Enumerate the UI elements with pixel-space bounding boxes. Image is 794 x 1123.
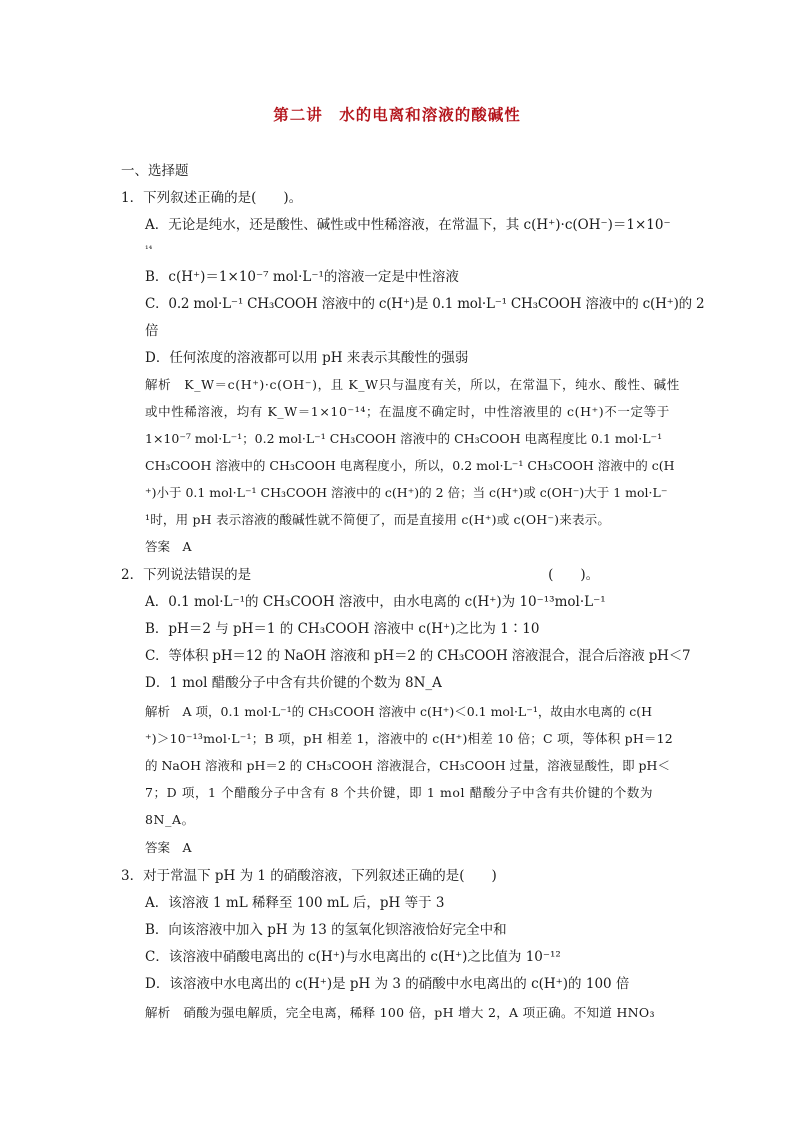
question-1-option-a-cont: ¹⁴ xyxy=(145,245,153,255)
explanation-line: 解析 A 项，0.1 mol·L⁻¹的 CH₃COOH 溶液中 c(H⁺)＜0.1 mol·L⁻¹，故由水电离的 c(H xyxy=(145,704,653,719)
question-1-option-a: A．无论是纯水，还是酸性、碱性或中性稀溶液，在常温下，其 c(H⁺)·c(OH⁻)＝1×10⁻ xyxy=(145,217,671,233)
explanation-line: 8N_A。 xyxy=(145,812,195,827)
question-3-option-c: C．该溶液中硝酸电离出的 c(H⁺)与水电离出的 c(H⁺)之比值为 10⁻¹² xyxy=(145,949,561,965)
explanation-line: 解析 硝酸为强电解质，完全电离，稀释 100 倍，pH 增大 2，A 项正确。不知道 HNO₃ xyxy=(145,1005,655,1020)
question-2-option-d: D．1 mol 醋酸分子中含有共价键的个数为 8N_A xyxy=(145,675,442,691)
answer-line: 答案 A xyxy=(145,840,192,855)
question-2-option-b: B．pH＝2 与 pH＝1 的 CH₃COOH 溶液中 c(H⁺)之比为 1∶10 xyxy=(145,621,540,637)
question-1-option-c: C．0.2 mol·L⁻¹ CH₃COOH 溶液中的 c(H⁺)是 0.1 mol·L⁻¹ CH₃COOH 溶液中的 c(H⁺)的 2 xyxy=(145,296,705,312)
explanation-line: ⁺)小于 0.1 mol·L⁻¹ CH₃COOH 溶液中的 c(H⁺)的 2 倍；当 c(H⁺)或 c(OH⁻)大于 1 mol·L⁻ xyxy=(145,485,668,500)
question-3-option-d: D．该溶液中水电离出的 c(H⁺)是 pH 为 3 的硝酸中水电离出的 c(H⁺)的 100 倍 xyxy=(145,976,630,992)
answer-line: 答案 A xyxy=(145,539,192,554)
explanation-line: ¹时，用 pH 表示溶液的酸碱性就不简便了，而是直接用 c(H⁺)或 c(OH⁻)来表示。 xyxy=(145,512,611,527)
question-1-option-d: D．任何浓度的溶液都可以用 pH 来表示其酸性的强弱 xyxy=(145,350,469,366)
explanation-line: 7；D 项，1 个醋酸分子中含有 8 个共价键，即 1 mol 醋酸分子中含有共价键的个数为 xyxy=(145,785,654,800)
question-2-option-a: A．0.1 mol·L⁻¹的 CH₃COOH 溶液中，由水电离的 c(H⁺)为 10⁻¹³mol·L⁻¹ xyxy=(145,594,606,610)
question-2-option-c: C．等体积 pH＝12 的 NaOH 溶液和 pH＝2 的 CH₃COOH 溶液混合，混合后溶液 pH＜7 xyxy=(145,648,691,664)
question-3-option-b: B．向该溶液中加入 pH 为 13 的氢氧化钡溶液恰好完全中和 xyxy=(145,922,507,938)
question-1-option-c-cont: 倍 xyxy=(145,323,159,339)
question-3-stem: 3．对于常温下 pH 为 1 的硝酸溶液，下列叙述正确的是( ) xyxy=(121,868,497,884)
explanation-line: 1×10⁻⁷ mol·L⁻¹；0.2 mol·L⁻¹ CH₃COOH 溶液中的 CH₃COOH 电离程度比 0.1 mol·L⁻¹ xyxy=(145,431,663,446)
question-1-stem: 1．下列叙述正确的是( )。 xyxy=(121,190,303,206)
explanation-line: 或中性稀溶液，均有 K_W＝1×10⁻¹⁴；在温度不确定时，中性溶液里的 c(H⁺)不一定等于 xyxy=(145,404,670,419)
section-heading: 一、选择题 xyxy=(121,163,189,179)
explanation-line: ⁺)＞10⁻¹³mol·L⁻¹；B 项，pH 相差 1，溶液中的 c(H⁺)相差 10 倍；C 项，等体积 pH＝12 xyxy=(145,731,673,746)
explanation-line: 解析 K_W＝c(H⁺)·c(OH⁻)，且 K_W只与温度有关，所以，在常温下，纯水、酸性、碱性 xyxy=(145,377,680,392)
question-1-option-b: B．c(H⁺)＝1×10⁻⁷ mol·L⁻¹的溶液一定是中性溶液 xyxy=(145,269,459,285)
question-2-stem: 2．下列说法错误的是 ( )。 xyxy=(121,567,600,583)
explanation-line: CH₃COOH 溶液中的 CH₃COOH 电离程度小，所以，0.2 mol·L⁻¹ CH₃COOH 溶液中的 c(H xyxy=(145,458,675,473)
question-3-option-a: A．该溶液 1 mL 稀释至 100 mL 后，pH 等于 3 xyxy=(145,895,445,911)
explanation-line: 的 NaOH 溶液和 pH＝2 的 CH₃COOH 溶液混合，CH₃COOH 过量，溶液显酸性，即 pH＜ xyxy=(145,758,670,773)
page-title: 第二讲 水的电离和溶液的酸碱性 xyxy=(273,105,521,124)
